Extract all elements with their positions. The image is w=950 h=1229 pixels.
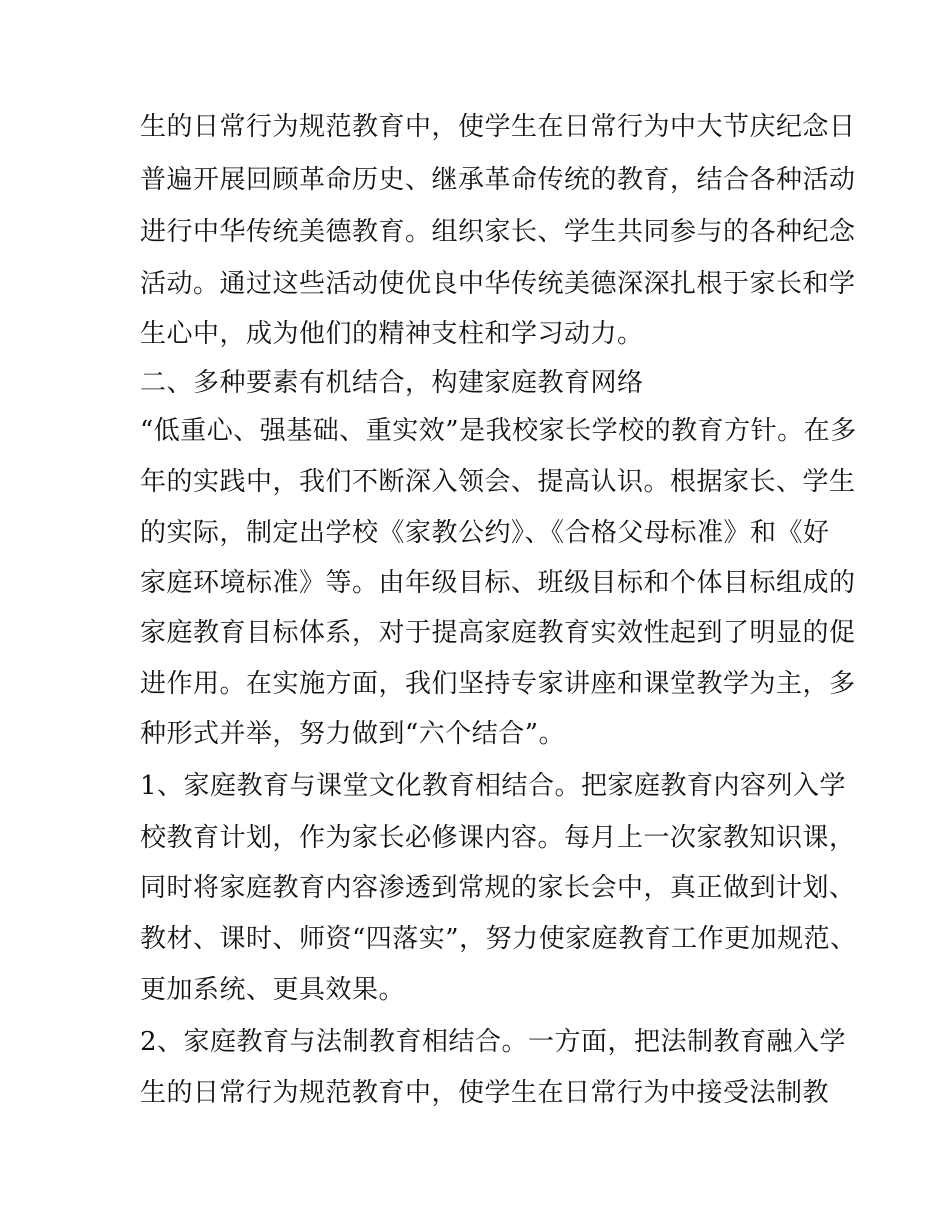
text-line: 家庭教育目标体系，对于提高家庭教育实效性起到了明显的促 [140, 618, 856, 648]
text-line: “低重心、强基础、重实效”是我校家长学校的教育方针。在多 [140, 416, 857, 446]
text-line: 普遍开展回顾革命历史、继承革命传统的教育，结合各种活动 [140, 165, 856, 195]
text-line: 家庭环境标准》等。由年级目标、班级目标和个体目标组成的 [140, 568, 856, 598]
text-line: 同时将家庭教育内容渗透到常规的家长会中，真正做到计划、 [140, 873, 856, 903]
text-line: 1、家庭教育与课堂文化教育相结合。把家庭教育内容列入学 [140, 771, 847, 801]
text-line: 进行中华传统美德教育。组织家长、学生共同参与的各种纪念 [140, 217, 856, 247]
text-line: 生心中，成为他们的精神支柱和学习动力。 [140, 319, 644, 349]
text-line: 2、家庭教育与法制教育相结合。一方面，把法制教育融入学 [140, 1027, 847, 1057]
section-heading: 二、多种要素有机结合，构建家庭教育网络 [140, 368, 644, 398]
text-line: 进作用。在实施方面，我们坚持专家讲座和课堂教学为主，多 [140, 669, 856, 699]
text-line: 更加系统、更具效果。 [140, 975, 406, 1005]
text-line: 的实际，制定出学校《家教公约》、《合格父母标准》和《好 [140, 518, 830, 548]
text-line: 生的日常行为规范教育中，使学生在日常行为中大节庆纪念日 [140, 112, 856, 142]
text-line: 教材、课时、师资“四落实”，努力使家庭教育工作更加规范、 [140, 924, 857, 954]
text-line: 年的实践中，我们不断深入领会、提高认识。根据家长、学生 [140, 467, 856, 497]
text-line: 种形式并举，努力做到“六个结合”。 [140, 719, 566, 749]
text-line: 活动。通过这些活动使优良中华传统美德深深扎根于家长和学 [140, 269, 856, 299]
text-line: 生的日常行为规范教育中，使学生在日常行为中接受法制教 [140, 1078, 830, 1108]
text-line: 校教育计划，作为家长必修课内容。每月上一次家教知识课， [140, 823, 856, 853]
